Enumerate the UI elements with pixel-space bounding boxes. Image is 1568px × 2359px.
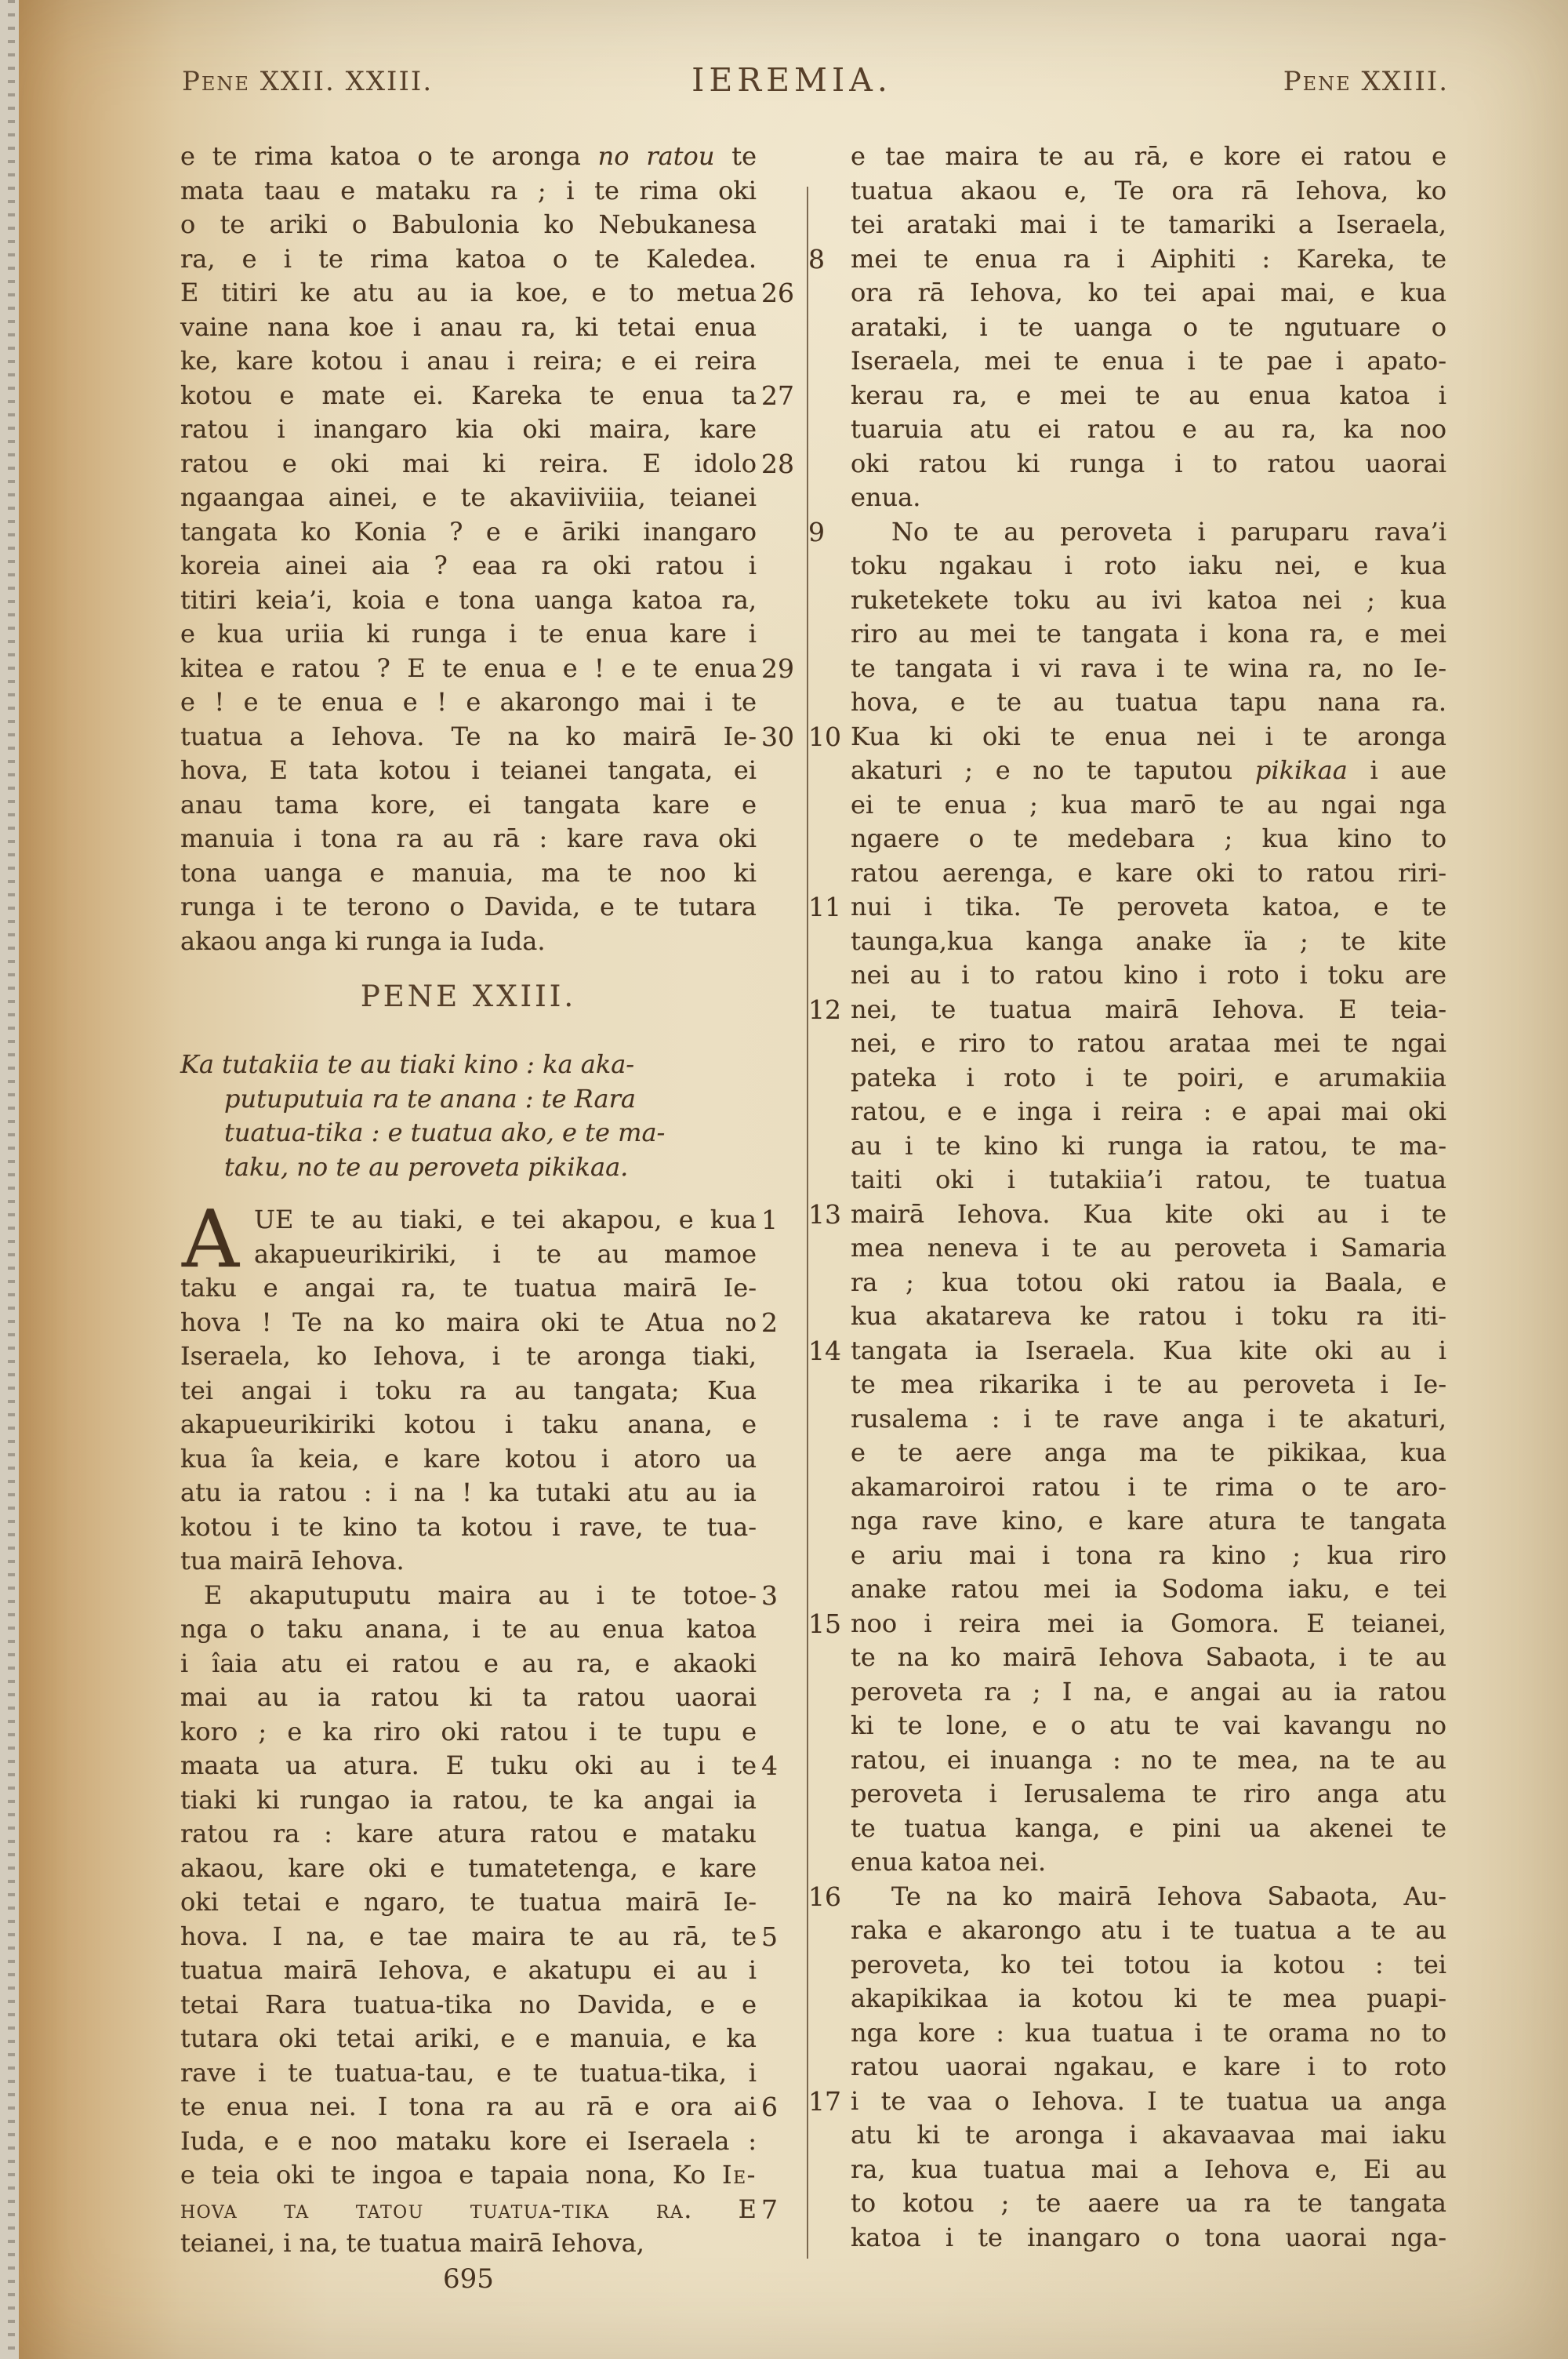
text-line <box>180 1579 778 1613</box>
text-line <box>180 754 757 788</box>
text-segment: Iseraela, ko Iehova, i te aronga tiaki, <box>180 1341 757 1371</box>
page-number: 695 <box>443 2263 494 2295</box>
text-segment: te tuatua kanga, e pini ua akenei te <box>851 1812 1446 1843</box>
text-line <box>180 1238 757 1272</box>
text-line <box>851 1504 1446 1539</box>
text-line <box>180 515 757 550</box>
text-segment: hova ta tatou tuatua-tika ra. <box>180 2194 693 2224</box>
text-segment: akamaroiroi ratou i te rima o te aro- <box>851 1471 1446 1502</box>
text-segment: teianei, i na, te tuatua mairā Iehova, <box>180 2228 644 2258</box>
text-segment: kotou e mate ei. Kareka te enua ta <box>180 380 757 410</box>
text-segment: noo i reira mei ia Gomora. E teianei, <box>851 1608 1446 1638</box>
text-line <box>180 1442 757 1477</box>
text-segment: tangata ko Konia ? e e āriki inangaro <box>180 516 757 547</box>
text-line <box>180 1374 757 1408</box>
text-line <box>808 1334 1446 1369</box>
text-line <box>180 1339 757 1374</box>
text-segment: taku e angai ra, te tuatua mairā Ie- <box>180 1273 757 1303</box>
text-line <box>180 822 757 856</box>
text-segment: rusalema : i te rave anga i te akaturi, <box>851 1403 1446 1434</box>
text-line <box>180 2158 757 2193</box>
text-line <box>851 2221 1446 2255</box>
text-line <box>851 276 1446 311</box>
text-segment: akaou anga ki runga ia Iuda. <box>180 925 546 956</box>
text-segment: akaou, kare oki e tumatetenga, e kare <box>180 1852 757 1883</box>
verse-number: 3 <box>761 1579 778 1611</box>
text-line <box>180 2226 757 2261</box>
text-segment: hova, E tata kotou i teianei tangata, ei <box>180 755 757 785</box>
text-segment: tuatua a Iehova. Te na ko mairā Ie- <box>180 721 757 751</box>
text-line <box>180 242 757 277</box>
text-segment: enua. <box>851 482 921 512</box>
text-line <box>180 276 794 311</box>
text-line <box>851 1266 1446 1300</box>
text-line <box>851 174 1446 209</box>
text-segment: Ka tutakiia te au tiaki kino : ka aka- <box>180 1049 635 1079</box>
text-line <box>180 1476 757 1510</box>
text-line <box>808 2085 1446 2119</box>
text-segment: tuatua mairā Iehova, e akatupu ei au i <box>180 1955 757 1985</box>
text-segment: ratou e oki mai ki reira. E idolo <box>180 448 757 478</box>
text-line <box>851 1061 1446 1096</box>
text-line <box>851 1402 1446 1437</box>
text-segment: mai au ia ratou ki ta ratou uaorai <box>180 1682 757 1712</box>
text-segment: ratou, e e inga i reira : e apai mai oki <box>851 1096 1446 1126</box>
text-line <box>180 344 757 379</box>
verse-number: 2 <box>761 1307 778 1338</box>
text-segment: tutara oki tetai ariki, e e manuia, e ka <box>180 2023 757 2053</box>
text-line <box>808 1198 1446 1232</box>
text-segment: kerau ra, e mei te au enua katoa i <box>851 380 1446 410</box>
verse-number: 9 <box>808 516 825 547</box>
text-segment: nei au i to ratou kino i roto i toku are <box>851 960 1446 990</box>
text-line <box>851 617 1446 652</box>
text-line <box>851 1572 1446 1607</box>
verse-number: 29 <box>761 652 794 684</box>
text-segment: PENE XXIII. <box>360 980 577 1013</box>
text-segment: taiti oki i tutakiia’i ratou, te tuatua <box>851 1165 1446 1194</box>
text-line <box>180 583 757 618</box>
text-line <box>180 1271 757 1306</box>
text-segment: Ie- <box>721 2160 757 2190</box>
text-segment: No te au peroveta i paruparu rava’i <box>891 516 1446 547</box>
text-line <box>808 515 1446 550</box>
text-segment: kua îa keia, e kare kotou i atoro ua <box>180 1443 757 1474</box>
verse-number: 14 <box>808 1335 841 1366</box>
text-line <box>180 481 757 515</box>
verse-number: 1 <box>761 1205 778 1235</box>
chapter-summary-line <box>180 1048 757 1082</box>
text-segment: anake ratou mei ia Sodoma iaku, e tei <box>851 1574 1446 1604</box>
text-line <box>180 2090 778 2125</box>
text-segment: taunga,kua kanga anake ïa ; te kite <box>851 925 1446 956</box>
text-segment: akapueurikiriki, i te au mamoe <box>254 1238 757 1269</box>
text-line <box>180 652 794 686</box>
text-segment: ratou ra : kare atura ratou e mataku <box>180 1819 757 1848</box>
text-segment: E titiri ke atu au ia koe, e to metua <box>180 278 757 307</box>
text-line <box>851 2153 1446 2187</box>
text-line <box>851 1231 1446 1266</box>
text-segment: kotou i te kino ta kotou i rave, te tua- <box>180 1511 757 1542</box>
text-segment: te enua nei. I tona ra au rā e ora ai <box>180 2092 757 2121</box>
text-segment: akapueurikiriki kotou i taku anana, e <box>180 1409 757 1439</box>
drop-cap: A <box>182 1193 239 1285</box>
text-line <box>851 1743 1446 1778</box>
text-segment: Iseraela, mei te enua i te pae i apato- <box>851 346 1446 376</box>
text-segment: tangata ia Iseraela. Kua kite oki au i <box>851 1335 1446 1365</box>
text-line <box>180 1749 778 1783</box>
text-segment: te na ko mairā Iehova Sabaota, i te au <box>851 1642 1446 1672</box>
text-segment: maata ua atura. E tuku oki au i te <box>180 1750 757 1780</box>
text-segment: ki te lone, e o atu te vai kavangu no <box>851 1710 1446 1740</box>
text-segment: hova ! Te na ko maira oki te Atua no <box>180 1307 757 1337</box>
chapter-summary-line <box>180 1082 757 1117</box>
text-segment: tona uanga e manuia, ma te noo ki <box>180 857 757 888</box>
verse-number: 13 <box>808 1198 841 1230</box>
chapter-summary-line <box>180 1116 757 1150</box>
text-segment: i aue <box>1347 755 1447 785</box>
text-line <box>180 1612 757 1647</box>
text-segment: tetai Rara tuatua-tika no Davida, e e <box>180 1989 757 2019</box>
text-line <box>180 788 757 823</box>
text-line <box>851 1982 1446 2016</box>
verse-number: 4 <box>761 1750 778 1781</box>
text-segment: raka e akarongo atu i te tuatua a te au <box>851 1915 1446 1945</box>
text-line <box>851 754 1446 788</box>
text-segment: katoa i te inangaro o tona uaorai nga- <box>851 2222 1446 2252</box>
text-line <box>808 720 1446 754</box>
text-line <box>180 1715 757 1750</box>
text-line <box>180 1306 778 1340</box>
text-line <box>180 1408 757 1442</box>
text-segment: akapikikaa ia kotou ki te mea puapi- <box>851 1983 1446 2013</box>
text-line <box>180 617 757 652</box>
text-line <box>851 1914 1446 1948</box>
right-column <box>808 140 1447 2255</box>
text-line <box>851 1948 1446 1983</box>
text-segment: te <box>714 141 757 171</box>
text-line <box>808 890 1446 925</box>
text-line <box>851 788 1446 823</box>
text-line <box>851 311 1446 345</box>
text-segment: tiaki ki rungao ia ratou, te ka angai ia <box>180 1784 757 1815</box>
text-line <box>851 1299 1446 1334</box>
text-segment: te tangata i vi rava i te wina ra, no Ie- <box>851 652 1446 683</box>
text-line <box>180 379 794 413</box>
text-line <box>180 2056 757 2091</box>
text-segment: tua mairā Iehova. <box>180 1546 405 1576</box>
chapter-heading <box>180 979 757 1015</box>
verse-number: 27 <box>761 380 794 411</box>
text-segment: nei, e riro to ratou arataa mei te ngai <box>851 1028 1446 1058</box>
header-left-chapter-ref: Pene XXII. XXIII. <box>182 66 434 97</box>
text-line <box>180 1510 757 1545</box>
text-segment: ngaere o te medebara ; kua kino to <box>851 823 1446 853</box>
text-segment: mea neneva i te au peroveta i Samaria <box>851 1233 1446 1263</box>
text-segment: pateka i roto i te poiri, e arumakiia <box>851 1062 1446 1092</box>
text-segment: nga o taku anana, i te au enua katoa <box>180 1614 757 1644</box>
text-segment: ra, e i te rima katoa o te Kaledea. <box>180 243 757 274</box>
text-segment: ratou i inangaro kia oki maira, kare <box>180 414 757 444</box>
text-line <box>180 311 757 345</box>
text-segment: E <box>692 2194 757 2224</box>
text-line <box>808 1880 1446 1914</box>
text-segment: atu ki te aronga i akavaavaa mai iaku <box>851 2120 1446 2150</box>
running-header <box>0 61 1568 108</box>
text-line <box>180 1885 757 1920</box>
text-line <box>851 1777 1446 1812</box>
text-segment: tei arataki mai i te tamariki a Iseraela, <box>851 209 1446 239</box>
text-segment: oki tetai e ngaro, te tuatua mairā Ie- <box>180 1887 757 1917</box>
text-line <box>851 1675 1446 1710</box>
text-line <box>851 1436 1446 1470</box>
text-segment: ei te enua ; kua marō te au ngai nga <box>851 789 1446 820</box>
text-segment: kitea e ratou ? E te enua e ! e te enua <box>180 652 757 683</box>
text-segment: enua katoa nei. <box>851 1847 1047 1877</box>
text-line <box>851 379 1446 413</box>
text-segment: nga rave kino, e kare atura te tangata <box>851 1506 1446 1536</box>
text-segment: nga kore : kua tuatua i te orama no to <box>851 2017 1446 2048</box>
text-segment: oki ratou ki runga i to ratou uaorai <box>851 448 1446 478</box>
text-line <box>851 2050 1446 2085</box>
text-line <box>851 2016 1446 2051</box>
text-line <box>851 140 1446 174</box>
text-line <box>180 2125 757 2159</box>
text-line <box>180 413 757 447</box>
text-segment: vaine nana koe i anau ra, ki tetai enua <box>180 311 757 342</box>
text-segment: Te na ko mairā Iehova Sabaota, Au- <box>891 1881 1446 1911</box>
text-segment: E akaputuputu maira au i te totoe- <box>204 1579 757 1610</box>
text-segment: peroveta, ko tei totou ia kotou : tei <box>851 1949 1446 1979</box>
text-line <box>180 1647 757 1681</box>
text-line <box>180 447 794 482</box>
verse-number: 5 <box>761 1921 778 1952</box>
text-segment: e te rima katoa o te aronga <box>180 141 598 171</box>
text-line <box>180 549 757 583</box>
text-segment: Iuda, e e noo mataku kore ei Iseraela : <box>180 2125 757 2156</box>
text-segment: i te vaa o Iehova. I te tuatua ua anga <box>851 2085 1446 2116</box>
text-segment: ratou uaorai ngakau, e kare i to roto <box>851 2052 1446 2081</box>
text-segment: no ratou <box>597 141 715 171</box>
text-segment: ratou aerenga, e kare oki to ratou riri- <box>851 857 1446 888</box>
text-line <box>808 242 1446 277</box>
text-segment: tuaruia atu ei ratou e au ra, ka noo <box>851 414 1446 444</box>
text-line <box>180 2022 757 2056</box>
text-segment: nei, te tuatua mairā Iehova. E teia- <box>851 994 1446 1024</box>
verse-number: 12 <box>808 994 841 1025</box>
verse-number: 15 <box>808 1608 841 1639</box>
text-line <box>851 1812 1446 1846</box>
text-line <box>851 447 1446 482</box>
text-segment: to kotou ; te aaere ua ra te tangata <box>851 2188 1446 2218</box>
verse-number: 17 <box>808 2085 841 2117</box>
text-segment: Kua ki oki te enua nei i te aronga <box>851 721 1446 751</box>
text-line <box>851 1368 1446 1402</box>
verse-number: 7 <box>761 2194 778 2225</box>
text-line <box>180 720 794 754</box>
chapter-summary-line <box>180 1150 757 1185</box>
text-line <box>851 958 1446 993</box>
text-line <box>808 993 1446 1027</box>
text-segment: ra ; kua totou oki ratou ia Baala, e <box>851 1267 1446 1297</box>
text-segment: rave i te tuatua-tau, e te tuatua-tika, i <box>180 2057 757 2088</box>
text-segment: runga i te terono o Davida, e te tutara <box>180 892 757 921</box>
header-book-title: IEREMIA. <box>691 61 892 99</box>
text-line <box>180 856 757 891</box>
verse-number: 10 <box>808 721 841 752</box>
text-segment: i îaia atu ei ratou e au ra, e akaoki <box>180 1648 757 1678</box>
text-segment: e te aere anga ma te pikikaa, kua <box>851 1438 1446 1467</box>
text-segment: riro au mei te tangata i kona ra, e mei <box>851 619 1446 649</box>
text-segment: mei te enua ra i Aiphiti : Kareka, te <box>851 243 1446 274</box>
text-line <box>851 652 1446 686</box>
text-segment: titiri keia’i, koia e tona uanga katoa ra, <box>180 584 757 615</box>
text-segment: au i te kino ki runga ia ratou, te ma- <box>851 1130 1446 1161</box>
text-segment: toku ngakau i roto iaku nei, e kua <box>851 551 1446 580</box>
text-line <box>180 1920 778 1954</box>
text-line <box>180 890 757 925</box>
text-segment: kua akatareva ke ratou i toku ra iti- <box>851 1301 1446 1331</box>
text-segment: akaturi ; e no te taputou <box>851 755 1255 785</box>
text-segment: e tae maira te au rā, e kore ei ratou e <box>851 141 1446 171</box>
text-line <box>851 549 1446 583</box>
text-line <box>851 208 1446 242</box>
text-segment: peroveta i Ierusalema te riro anga atu <box>851 1779 1446 1808</box>
text-line <box>851 856 1446 891</box>
text-line <box>851 1845 1446 1880</box>
text-segment: pikikaa <box>1254 755 1348 785</box>
text-segment: tuatua-tika : e tuatua ako, e te ma- <box>224 1118 666 1147</box>
text-line <box>180 1988 757 2023</box>
header-right-chapter-ref: Pene XXIII. <box>1283 66 1449 97</box>
text-segment: mata taau e mataku ra ; i te rima oki <box>180 175 757 205</box>
text-line <box>851 685 1446 720</box>
text-line <box>180 1681 757 1715</box>
text-segment: manuia i tona ra au rā : kare rava oki <box>180 823 757 853</box>
verse-number: 11 <box>808 892 841 922</box>
text-segment: ratou, ei inuanga : no te mea, na te au <box>851 1744 1446 1775</box>
text-line <box>180 1954 757 1988</box>
verse-number: 28 <box>761 448 794 479</box>
text-segment: e teia oki te ingoa e tapaia nona, Ko <box>180 2160 722 2190</box>
text-line <box>851 925 1446 959</box>
text-line <box>180 1544 757 1579</box>
verse-number: 8 <box>808 243 825 274</box>
text-line <box>180 1852 757 1886</box>
text-segment: koro ; e ka riro oki ratou i te tupu e <box>180 1716 757 1747</box>
text-segment: tuatua akaou e, Te ora rā Iehova, ko <box>851 175 1446 205</box>
text-segment: e ! e te enua e ! e akarongo mai i te <box>180 687 757 717</box>
verse-number: 16 <box>808 1881 841 1912</box>
text-line <box>851 583 1446 618</box>
text-line <box>851 481 1446 515</box>
verse-number: 30 <box>761 721 794 752</box>
text-segment: ngaangaa ainei, e te akaviiviiia, teianei <box>180 482 757 512</box>
text-segment: e kua uriia ki runga i te enua kare i <box>180 619 757 649</box>
text-line <box>851 1539 1446 1573</box>
text-line <box>851 1641 1446 1675</box>
text-segment: te mea rikarika i te au peroveta i Ie- <box>851 1369 1446 1399</box>
text-line <box>851 1470 1446 1505</box>
text-line <box>851 1027 1446 1061</box>
text-segment: tei angai i toku ra au tangata; Kua <box>180 1375 757 1405</box>
verse-number: 26 <box>761 278 794 308</box>
text-segment: atu ia ratou : i na ! ka tutaki atu au ia <box>180 1478 757 1507</box>
text-segment: ora rā Iehova, ko tei apai mai, e kua <box>851 278 1446 307</box>
text-line <box>180 208 757 242</box>
text-segment: taku, no te au peroveta pikikaa. <box>224 1151 629 1182</box>
text-segment: hova, e te au tuatua tapu nana ra. <box>851 687 1446 717</box>
text-segment: hova. I na, e tae maira te au rā, te <box>180 1921 757 1951</box>
text-segment: koreia ainei aia ? eaa ra oki ratou i <box>180 551 757 580</box>
verse-number: 6 <box>761 2092 778 2122</box>
text-line <box>851 344 1446 379</box>
text-segment: ra, kua tuatua mai a Iehova e, Ei au <box>851 2154 1446 2184</box>
text-segment: peroveta ra ; I na, e angai au ia ratou <box>851 1676 1446 1707</box>
text-segment: UE te au tiaki, e tei akapou, e kua <box>254 1205 757 1234</box>
text-segment: putuputuia ra te anana : te Rara <box>224 1083 636 1114</box>
text-segment: ruketekete toku au ivi katoa nei ; kua <box>851 584 1446 615</box>
text-line <box>180 140 757 174</box>
text-segment: anau tama kore, ei tangata kare e <box>180 789 757 820</box>
text-line <box>851 1095 1446 1129</box>
text-line <box>180 1817 757 1852</box>
text-segment: e ariu mai i tona ra kino ; kua riro <box>851 1539 1446 1570</box>
text-segment: arataki, i te uanga o te ngutuare o <box>851 311 1446 342</box>
text-line <box>851 1129 1446 1164</box>
text-line <box>808 1607 1446 1641</box>
text-line <box>180 2193 778 2227</box>
text-line <box>851 2118 1446 2153</box>
text-line <box>851 1163 1446 1198</box>
text-line <box>180 925 757 959</box>
text-segment: o te ariki o Babulonia ko Nebukanesa <box>180 209 757 239</box>
text-line <box>180 174 757 209</box>
text-segment: nui i tika. Te peroveta katoa, e te <box>851 892 1446 921</box>
text-line <box>851 1709 1446 1743</box>
text-line <box>851 413 1446 447</box>
text-segment: ke, kare kotou i anau i reira; e ei reira <box>180 346 757 376</box>
text-line <box>180 1783 757 1818</box>
page-edge-texture <box>0 0 19 2359</box>
left-column <box>180 140 794 2296</box>
text-line <box>851 822 1446 856</box>
text-line <box>851 2186 1446 2221</box>
text-segment: mairā Iehova. Kua kite oki au i te <box>851 1198 1446 1229</box>
text-line <box>180 685 757 720</box>
